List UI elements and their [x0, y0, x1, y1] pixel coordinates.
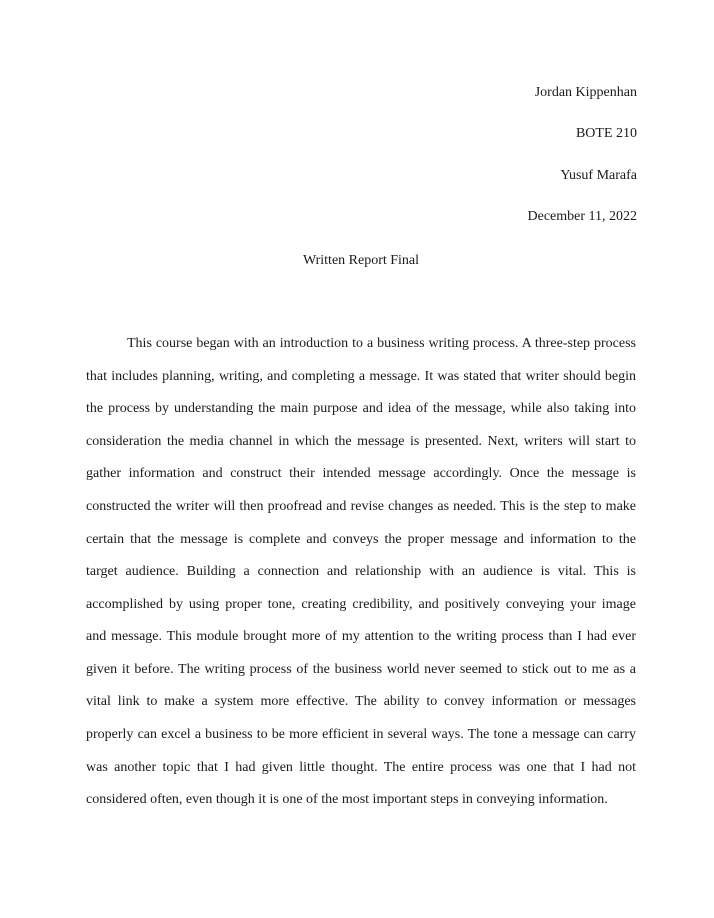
- paragraph-line: was another topic that I had given little thought. The entire process was one that I had not: [86, 760, 636, 775]
- author-name: Jordan Kippenhan: [534, 85, 637, 100]
- paragraph-line: constructed the writer will then proofread and revise changes as needed. This is the step to make: [86, 499, 636, 514]
- paragraph-line: and message. This module brought more of my attention to the writing process than I had ever: [86, 629, 636, 644]
- document-title: Written Report Final: [302, 253, 420, 268]
- paragraph-line: given it before. The writing process of the business world never seemed to stick out to me as a: [86, 662, 636, 677]
- paragraph-line: target audience. Building a connection and relationship with an audience is vital. This is: [86, 564, 636, 579]
- paragraph-line: This course began with an introduction to a business writing process. A three-step process: [127, 336, 636, 351]
- paragraph-line: certain that the message is complete and conveys the proper message and information to the: [86, 532, 636, 547]
- paragraph-line: vital link to make a system more effective. The ability to convey information or messages: [86, 694, 636, 709]
- course-code: BOTE 210: [575, 126, 637, 141]
- paragraph-line: consideration the media channel in which the message is presented. Next, writers will start to: [86, 434, 636, 449]
- paragraph-line: properly can excel a business to be more efficient in several ways. The tone a message can carry: [86, 727, 636, 742]
- paragraph-line: considered often, even though it is one of the most important steps in conveying information.: [86, 792, 608, 807]
- instructor-name: Yusuf Marafa: [560, 168, 637, 183]
- paragraph-line: the process by understanding the main purpose and idea of the message, while also taking into: [86, 401, 636, 416]
- paragraph-line: accomplished by using proper tone, creating credibility, and positively conveying your image: [86, 597, 636, 612]
- paragraph-line: that includes planning, writing, and completing a message. It was stated that writer should begin: [86, 369, 636, 384]
- report-date: December 11, 2022: [527, 209, 637, 224]
- paragraph-line: gather information and construct their intended message accordingly. Once the message is: [86, 466, 636, 481]
